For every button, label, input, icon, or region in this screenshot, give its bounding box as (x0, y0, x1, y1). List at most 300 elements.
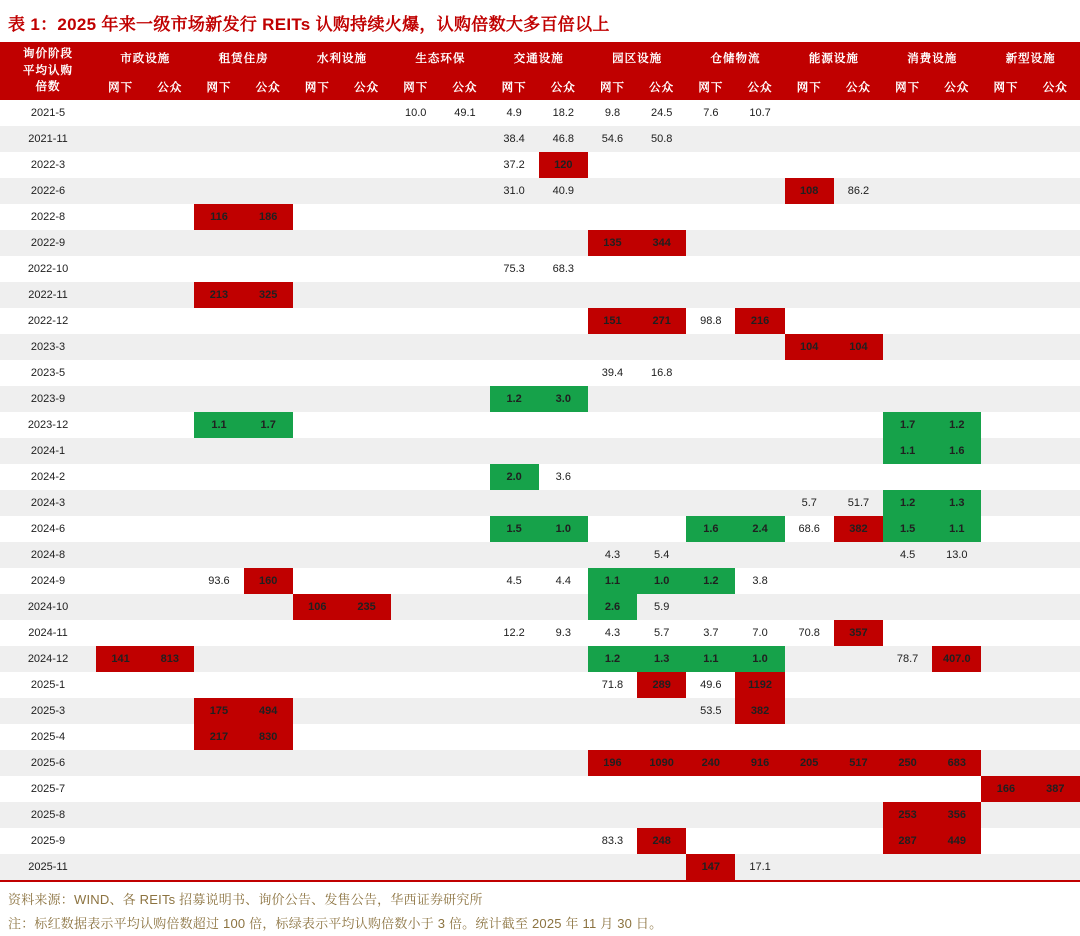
table-cell (932, 698, 981, 724)
table-cell (145, 750, 194, 776)
table-cell: 356 (932, 802, 981, 828)
table-cell (490, 438, 539, 464)
sub-header: 网下 (686, 73, 735, 100)
table-cell (342, 568, 391, 594)
table-cell: 31.0 (503, 185, 525, 197)
table-cell (932, 152, 981, 178)
table-cell (342, 256, 391, 282)
table-cell (96, 750, 145, 776)
table-cell: 83.3 (601, 835, 624, 847)
table-cell (145, 256, 194, 282)
table-cell (440, 620, 489, 646)
table-cell (588, 178, 637, 204)
table-cell (194, 386, 243, 412)
table-cell: 13.0 (946, 549, 968, 561)
table-cell (244, 594, 293, 620)
table-row (0, 438, 1080, 464)
table-cell (981, 334, 1030, 360)
category-header: 园区设施 (588, 42, 686, 73)
table-cell (145, 698, 194, 724)
table-cell (342, 802, 391, 828)
table-cell (834, 854, 883, 880)
table-cell (637, 464, 686, 490)
table-cell: 1.7 (883, 412, 932, 438)
row-date-label: 2025-4 (30, 731, 66, 743)
table-cell (145, 334, 194, 360)
table-cell (981, 178, 1030, 204)
table-cell (883, 672, 932, 698)
table-cell: 68.6 (798, 523, 820, 535)
table-cell (293, 490, 342, 516)
table-cell (637, 776, 686, 802)
table-cell (145, 568, 194, 594)
category-header: 生态环保 (391, 42, 489, 73)
table-cell (637, 204, 686, 230)
table-cell (834, 100, 883, 126)
table-cell (342, 204, 391, 230)
table-cell: 216 (735, 308, 784, 334)
table-cell: 1.1 (932, 516, 981, 542)
table-cell: 3.6 (555, 471, 571, 483)
table-header (0, 42, 1080, 100)
table-cell (194, 178, 243, 204)
table-cell: 17.1 (749, 861, 771, 873)
table-cell (490, 594, 539, 620)
table-cell (194, 230, 243, 256)
table-cell (932, 464, 981, 490)
table-cell (293, 126, 342, 152)
table-cell (1031, 568, 1080, 594)
table-cell (342, 724, 391, 750)
table-cell (293, 750, 342, 776)
table-body (0, 100, 1080, 880)
table-cell (785, 672, 834, 698)
table-cell (883, 282, 932, 308)
table-footer (0, 882, 1080, 936)
table-cell: 18.2 (552, 107, 574, 119)
table-cell: 4.9 (506, 107, 522, 119)
table-cell (588, 412, 637, 438)
table-cell (342, 152, 391, 178)
table-cell (588, 854, 637, 880)
table-cell (932, 594, 981, 620)
table-cell (1031, 100, 1080, 126)
table-cell (440, 438, 489, 464)
table-cell (391, 412, 440, 438)
table-cell (293, 854, 342, 880)
table-cell (342, 412, 391, 438)
table-cell (539, 438, 588, 464)
table-cell (96, 360, 145, 386)
table-cell (932, 854, 981, 880)
table-cell: 325 (244, 282, 293, 308)
table-cell (735, 802, 784, 828)
table-cell (391, 646, 440, 672)
table-cell (686, 828, 735, 854)
table-cell (981, 828, 1030, 854)
table-cell: 382 (834, 516, 883, 542)
table-cell (834, 828, 883, 854)
table-cell (785, 386, 834, 412)
table-cell: 1.7 (244, 412, 293, 438)
table-cell: 160 (244, 568, 293, 594)
sub-header: 网下 (981, 73, 1030, 100)
table-cell (490, 672, 539, 698)
table-cell (932, 776, 981, 802)
table-cell (440, 568, 489, 594)
table-cell (539, 334, 588, 360)
table-cell (981, 100, 1030, 126)
table-cell (981, 152, 1030, 178)
table-cell (785, 204, 834, 230)
table-cell (194, 802, 243, 828)
table-cell (981, 750, 1030, 776)
table-cell (637, 490, 686, 516)
table-cell (1031, 152, 1080, 178)
table-cell (244, 360, 293, 386)
table-cell (785, 256, 834, 282)
table-cell (637, 256, 686, 282)
table-cell (1031, 698, 1080, 724)
table-cell (244, 308, 293, 334)
table-cell (96, 854, 145, 880)
table-cell (686, 152, 735, 178)
table-cell (96, 542, 145, 568)
row-date-label: 2022-8 (30, 211, 66, 223)
table-cell (834, 360, 883, 386)
table-cell: 1.1 (686, 646, 735, 672)
table-cell (834, 568, 883, 594)
table-cell (735, 152, 784, 178)
table-cell: 2.0 (490, 464, 539, 490)
table-cell (735, 542, 784, 568)
table-cell (244, 802, 293, 828)
row-date-label: 2024-8 (30, 549, 66, 561)
table-cell (342, 646, 391, 672)
row-date-label: 2022-9 (30, 237, 66, 249)
sub-header: 网下 (588, 73, 637, 100)
sub-header: 公众 (834, 73, 883, 100)
table-row (0, 516, 1080, 542)
table-cell (834, 646, 883, 672)
table-cell: 3.7 (703, 627, 719, 639)
table-cell (1031, 230, 1080, 256)
table-title: 表 1：2025 年来一级市场新发行 REITs 认购持续火爆，认购倍数大多百倍以上 (8, 15, 610, 34)
table-cell (834, 672, 883, 698)
table-cell (490, 776, 539, 802)
table-cell (96, 126, 145, 152)
table-cell (686, 724, 735, 750)
sub-header: 网下 (293, 73, 342, 100)
table-cell (194, 308, 243, 334)
table-cell: 4.4 (555, 575, 571, 587)
table-cell (588, 438, 637, 464)
table-cell (391, 828, 440, 854)
table-cell (96, 256, 145, 282)
table-cell (391, 672, 440, 698)
reits-table (0, 42, 1080, 880)
table-cell (342, 100, 391, 126)
table-cell: 186 (244, 204, 293, 230)
table-cell (293, 100, 342, 126)
table-cell (145, 802, 194, 828)
sub-header: 网下 (391, 73, 440, 100)
table-cell (342, 620, 391, 646)
table-cell (293, 620, 342, 646)
table-cell (96, 724, 145, 750)
table-cell (735, 334, 784, 360)
table-cell: 1.5 (490, 516, 539, 542)
table-cell (686, 464, 735, 490)
table-cell (932, 386, 981, 412)
table-cell (834, 256, 883, 282)
table-row (0, 152, 1080, 178)
table-cell (96, 620, 145, 646)
table-cell (883, 100, 932, 126)
table-cell (735, 490, 784, 516)
table-row (0, 178, 1080, 204)
sub-header: 网下 (194, 73, 243, 100)
table-cell: 1090 (637, 750, 686, 776)
table-cell (145, 776, 194, 802)
category-header: 租赁住房 (194, 42, 292, 73)
table-cell (932, 204, 981, 230)
table-cell (244, 516, 293, 542)
row-date-label: 2024-1 (30, 445, 66, 457)
table-cell: 9.3 (555, 627, 571, 639)
table-cell (735, 256, 784, 282)
table-cell (194, 646, 243, 672)
table-cell (194, 464, 243, 490)
table-cell (490, 230, 539, 256)
table-cell (194, 620, 243, 646)
table-cell (1031, 334, 1080, 360)
row-date-label: 2025-3 (30, 705, 66, 717)
table-cell (490, 750, 539, 776)
table-cell: 4.5 (506, 575, 522, 587)
table-cell (932, 178, 981, 204)
table-cell (96, 386, 145, 412)
table-cell (440, 204, 489, 230)
table-cell (785, 126, 834, 152)
table-cell (293, 282, 342, 308)
table-cell: 1.3 (932, 490, 981, 516)
table-cell (834, 698, 883, 724)
table-cell (981, 594, 1030, 620)
table-cell (785, 464, 834, 490)
table-cell: 4.3 (604, 627, 621, 639)
table-cell (981, 698, 1030, 724)
table-cell (96, 568, 145, 594)
table-cell (244, 620, 293, 646)
category-header: 仓储物流 (686, 42, 784, 73)
sub-header: 公众 (735, 73, 784, 100)
table-cell (342, 542, 391, 568)
table-cell (244, 672, 293, 698)
table-cell: 108 (785, 178, 834, 204)
table-cell (145, 724, 194, 750)
table-cell (883, 854, 932, 880)
table-cell (1031, 204, 1080, 230)
table-cell: 248 (637, 828, 686, 854)
table-cell (490, 542, 539, 568)
table-cell (785, 100, 834, 126)
table-cell (293, 516, 342, 542)
table-cell (244, 152, 293, 178)
table-cell (1031, 828, 1080, 854)
table-cell (932, 334, 981, 360)
table-cell (686, 256, 735, 282)
table-cell (834, 282, 883, 308)
row-date-label: 2022-12 (27, 315, 69, 327)
table-cell (932, 230, 981, 256)
table-cell (194, 828, 243, 854)
table-cell (1031, 724, 1080, 750)
table-cell (391, 256, 440, 282)
row-date-label: 2023-5 (30, 367, 66, 379)
table-cell (735, 776, 784, 802)
table-cell (735, 828, 784, 854)
table-cell (1031, 386, 1080, 412)
row-date-label: 2025-1 (30, 679, 66, 691)
table-row (0, 282, 1080, 308)
table-cell (1031, 646, 1080, 672)
table-cell (883, 568, 932, 594)
table-row (0, 256, 1080, 282)
row-date-label: 2022-3 (30, 159, 66, 171)
table-cell (932, 282, 981, 308)
table-cell: 75.3 (503, 263, 525, 275)
table-cell (391, 438, 440, 464)
table-cell (686, 386, 735, 412)
row-date-label: 2024-11 (28, 627, 68, 639)
table-row (0, 204, 1080, 230)
table-cell (244, 438, 293, 464)
table-cell (834, 802, 883, 828)
table-cell (490, 646, 539, 672)
table-cell (588, 698, 637, 724)
table-cell (686, 490, 735, 516)
table-cell (194, 854, 243, 880)
table-cell (588, 776, 637, 802)
row-date-label: 2021-5 (30, 107, 66, 119)
table-cell (293, 256, 342, 282)
table-cell: 683 (932, 750, 981, 776)
table-row (0, 724, 1080, 750)
table-cell (637, 438, 686, 464)
table-cell (785, 802, 834, 828)
table-row (0, 230, 1080, 256)
table-cell: 1.3 (637, 646, 686, 672)
table-cell: 1.2 (686, 568, 735, 594)
table-cell (1031, 438, 1080, 464)
table-cell (342, 828, 391, 854)
table-cell (785, 438, 834, 464)
table-cell (883, 152, 932, 178)
sub-header: 网下 (883, 73, 932, 100)
table-cell (1031, 282, 1080, 308)
table-cell (883, 334, 932, 360)
table-cell (932, 568, 981, 594)
table-cell (588, 802, 637, 828)
table-cell: 1.6 (932, 438, 981, 464)
table-cell (293, 230, 342, 256)
table-cell (1031, 464, 1080, 490)
row-date-label: 2024-6 (30, 523, 66, 535)
table-cell (883, 464, 932, 490)
table-cell (490, 308, 539, 334)
table-cell (96, 516, 145, 542)
row-date-label: 2025-9 (30, 835, 66, 847)
table-cell (244, 854, 293, 880)
table-cell: 39.4 (601, 367, 624, 379)
table-cell (96, 490, 145, 516)
table-cell (490, 854, 539, 880)
table-cell: 449 (932, 828, 981, 854)
table-cell: 1.1 (194, 412, 243, 438)
table-cell (145, 620, 194, 646)
table-cell (637, 412, 686, 438)
table-cell (490, 724, 539, 750)
table-cell (686, 126, 735, 152)
table-cell (194, 672, 243, 698)
table-cell (293, 438, 342, 464)
table-cell (735, 178, 784, 204)
sub-header: 网下 (96, 73, 145, 100)
table-cell: 1.1 (588, 568, 637, 594)
table-cell (834, 308, 883, 334)
table-row (0, 568, 1080, 594)
table-cell (490, 282, 539, 308)
table-cell (883, 698, 932, 724)
table-cell: 106 (293, 594, 342, 620)
table-cell (539, 672, 588, 698)
table-cell (834, 230, 883, 256)
table-cell (1031, 542, 1080, 568)
table-cell (391, 464, 440, 490)
table-cell (981, 126, 1030, 152)
table-cell: 147 (686, 854, 735, 880)
row-date-label: 2023-9 (30, 393, 66, 405)
table-cell (981, 438, 1030, 464)
table-cell: 4.3 (604, 549, 621, 561)
table-cell (293, 360, 342, 386)
table-cell (293, 334, 342, 360)
table-cell (883, 204, 932, 230)
table-cell (391, 360, 440, 386)
table-cell (981, 620, 1030, 646)
table-cell (391, 594, 440, 620)
table-cell (342, 516, 391, 542)
table-cell (440, 308, 489, 334)
table-cell (981, 490, 1030, 516)
table-cell (342, 490, 391, 516)
table-cell (293, 724, 342, 750)
table-cell (96, 776, 145, 802)
table-cell (932, 360, 981, 386)
table-cell (883, 178, 932, 204)
table-cell (342, 854, 391, 880)
table-cell (735, 724, 784, 750)
table-cell (981, 360, 1030, 386)
table-cell: 86.2 (847, 185, 870, 197)
table-cell (440, 490, 489, 516)
table-cell (244, 178, 293, 204)
table-cell (981, 724, 1030, 750)
table-cell (244, 776, 293, 802)
table-cell (735, 438, 784, 464)
table-cell (391, 230, 440, 256)
